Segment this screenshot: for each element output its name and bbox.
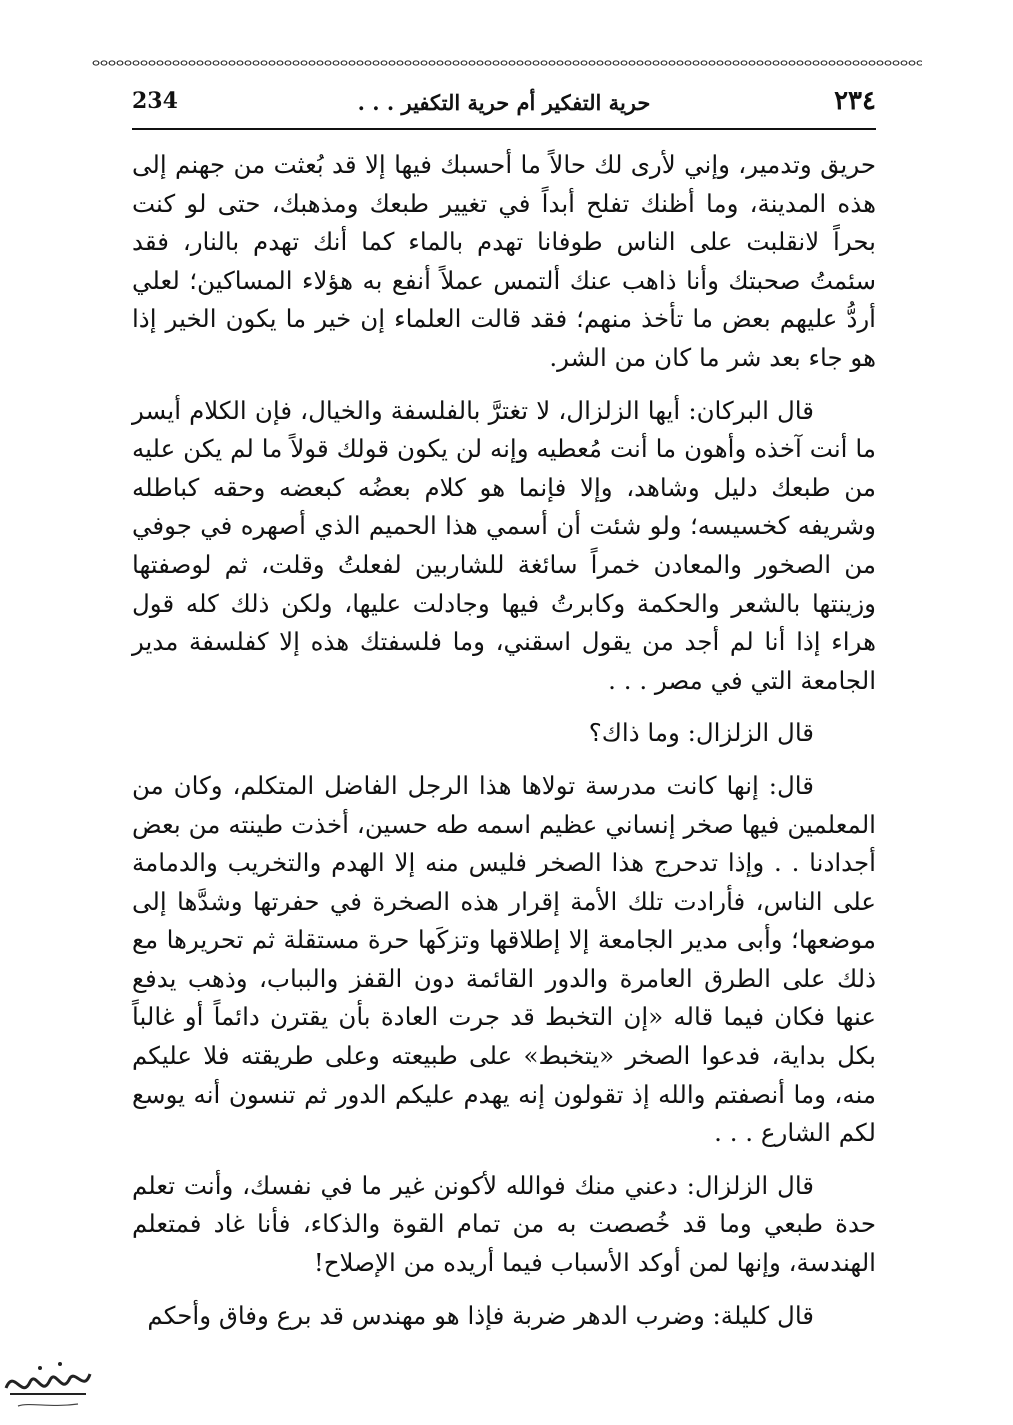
paragraph: قال كليلة: وضرب الدهر ضربة فإذا هو مهندس قد برع وفاق وأحكم [147,1300,814,1330]
page-number: 234 [132,88,178,114]
running-title: حرية التفكير أم حرية التكفير . . . [357,90,651,115]
paragraph: قال البركان: أيها الزلزال، لا تغترَّ بالفلسفة والخيال، فإن الكلام أيسر ما أنت آخذه وأهون ما أنت مُعطيه وإنه لن يكون قولك قولاً ما لم يكن عليه من طبعك دليل وشاهد، وإلا فإنما هو كلام بعضُه كبعضه وحقه كباطله وشريفه كخسيسه؛ ولو شئت أن أسمي هذا الحميم الذي أصهره في جوفي من الصخور والمعادن خمراً سائغة للشاربين لفعلتُ وقلت، ثم لوصفتها وزينتها بالشعر والحكمة وكابرتُ فيها وجادلت عليها، ولكن ذلك كله قول هراء إذا أنا لم أجد من يقول اسقني، وما فلسفتك هذه إلا كفلسفة مدير الجامعة التي في مصر . . . [132,395,876,695]
body-text [132,146,876,1335]
paragraph: قال: إنها كانت مدرسة تولاها هذا الرجل الفاضل المتكلم، وكان من المعلمين فيها صخر إنساني عظيم اسمه طه حسين، أخذت طينته من بعض أجدادنا . . وإذا تدحرج هذا الصخر فليس منه إلا الهدم والتخريب والدمامة على الناس، فأرادت تلك الأمة إقرار هذه الصخرة في حفرتها وشدَّها إلى موضعها؛ وأبى مدير الجامعة إلا إطلاقها وتزكَها حرة مستقلة ثم تحريرها مع ذلك على الطرق العامرة والدور القائمة دون القفز والبباب، وذهب يدفع عنها فكان فيما قاله «إن التخبط قد جرت العادة بأن يقترن دائماً أو غالباً بكل بداية، فدعوا الصخر «يتخبط» على طبيعته وعلى طريقته فلا عليكم منه، وما أنصفتم والله إذ تقولون إنه يهدم عليكم الدور ثم تنسون أنه يوسع لكم الشارع . . . [132,770,876,1148]
decorative-border [92,56,922,70]
page-header [132,86,876,126]
header-rule [132,128,876,130]
watermark-logo [0,1348,96,1416]
paragraph: قال الزلزال: دعني منك فوالله لأكونن غير ما في نفسك، وأنت تعلم حدة طبعي وما قد خُصصت به من تمام القوة والذكاء، فأنا غاد فمتعلم الهندسة، وإنها لمن أوكد الأسباب فيما أريده من الإصلاح! [132,1170,876,1278]
paragraph: حريق وتدمير، وإني لأرى لك حالاً ما أحسبك فيها إلا قد بُعثت من جهنم إلى هذه المدينة، وما أظنك تفلح أبداً في تغيير طبعك ومذهبك، حتى لو كنت بحراً لانقلبت على الناس طوفانا تهدم بالماء كما أنك تهدم بالنار، فقد سئمتُ صحبتك وأنا ذاهب عنك ألتمس عملاً أنفع به هؤلاء المساكين؛ لعلي أردُّ عليهم بعض ما تأخذ منهم؛ فقد قالت العلماء إن خير ما يكون الخير إذا هو جاء بعد شر ما كان من الشر. [132,150,876,372]
paragraph: قال الزلزال: وما ذاك؟ [588,718,814,748]
page-number-arabic: ٢٣٤ [834,86,876,116]
